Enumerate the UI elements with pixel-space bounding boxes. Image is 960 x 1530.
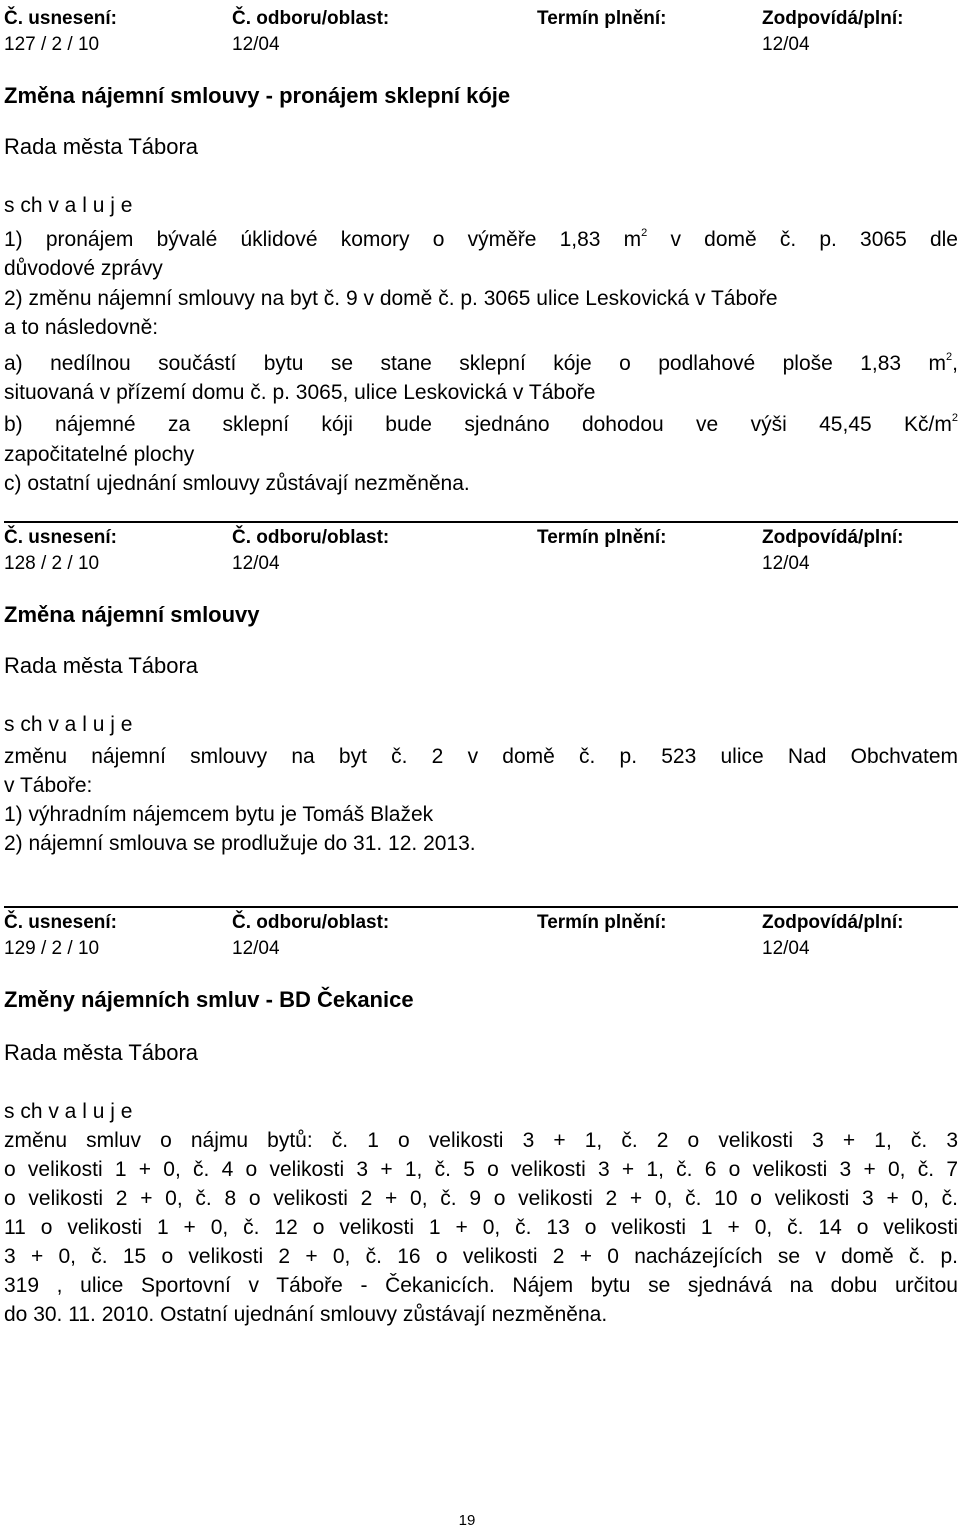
label-responsible: Zodpovídá/plní: — [762, 912, 904, 933]
responsible-code: 12/04 — [762, 553, 810, 574]
resolution-text-line: o velikosti 1 + 0, č. 4 o velikosti 3 + 1, č. 5 o velikosti 3 + 1, č. 6 o velikosti 3 + 0, č. 7 — [4, 1158, 958, 1181]
label-responsible: Zodpovídá/plní: — [762, 8, 904, 29]
resolution-text-line: b) nájemné za sklepní kóji bude sjednáno dohodou ve výši 45,45 $Kč/m^2$ — [4, 412, 958, 436]
resolution-text-line: do 30. 11. 2010. Ostatní ujednání smlouvy zůstávají nezměněna. — [4, 1303, 608, 1326]
resolution-text-line: 2) změnu nájemní smlouvy na byt č. 9 v domě č. p. 3065 ulice Leskovická v Táboře — [4, 287, 778, 310]
label-deadline: Termín plnění: — [537, 527, 667, 548]
resolution-header-values — [4, 32, 958, 58]
page-number: 19 — [458, 1512, 476, 1529]
resolution-text-line: 11 o velikosti 1 + 0, č. 12 o velikosti 1 + 0, č. 13 o velikosti 1 + 0, č. 14 o velikosti — [4, 1216, 958, 1239]
resolution-number: 128 / 2 / 10 — [4, 553, 100, 574]
label-department: Č. odboru/oblast: — [232, 527, 390, 548]
resolution-text-line: 1) výhradním nájemcem bytu je Tomáš Blažek — [4, 803, 434, 826]
responsible-code: 12/04 — [762, 938, 810, 959]
label-deadline: Termín plnění: — [537, 8, 667, 29]
resolution-header-values — [4, 551, 958, 577]
resolution-text-line: 2) nájemní smlouva se prodlužuje do 31. 12. 2013. — [4, 832, 476, 855]
resolution-title: Změny nájemních smluv - BD Čekanice — [4, 987, 414, 1012]
label-deadline: Termín plnění: — [537, 912, 667, 933]
resolution-text-line: a to následovně: — [4, 316, 159, 339]
approval-verb: s ch v a l u j e — [4, 194, 133, 217]
approval-verb: s ch v a l u j e — [4, 713, 133, 736]
council-name: Rada města Tábora — [4, 134, 199, 159]
resolution-text-line: důvodové zprávy — [4, 257, 163, 280]
resolution-header-labels — [4, 525, 958, 551]
section-divider — [4, 521, 958, 523]
resolution-header-labels — [4, 6, 958, 32]
resolution-text-line: započitatelné plochy — [4, 443, 195, 466]
resolution-header-labels — [4, 910, 958, 936]
department-code: 12/04 — [232, 938, 280, 959]
resolution-number: 127 / 2 / 10 — [4, 34, 100, 55]
section-divider — [4, 906, 958, 908]
resolution-header-values — [4, 936, 958, 962]
resolution-number: 129 / 2 / 10 — [4, 938, 100, 959]
resolution-text-line: situovaná v přízemí domu č. p. 3065, ulice Leskovická v Táboře — [4, 381, 596, 404]
resolution-text-line: změnu smluv o nájmu bytů: č. 1 o velikosti 3 + 1, č. 2 o velikosti 3 + 1, č. 3 — [4, 1129, 958, 1152]
label-resolution-no: Č. usnesení: — [4, 912, 117, 933]
resolution-title: Změna nájemní smlouvy - pronájem sklepní kóje — [4, 83, 511, 108]
label-resolution-no: Č. usnesení: — [4, 527, 117, 548]
resolution-title: Změna nájemní smlouvy — [4, 602, 260, 627]
label-responsible: Zodpovídá/plní: — [762, 527, 904, 548]
resolution-text-line: změnu nájemní smlouvy na byt č. 2 v domě č. p. 523 ulice Nad Obchvatem — [4, 745, 958, 768]
department-code: 12/04 — [232, 34, 280, 55]
resolution-text-line: 3 + 0, č. 15 o velikosti 2 + 0, č. 16 o velikosti 2 + 0 nacházejících se v domě č. p. — [4, 1245, 958, 1268]
council-name: Rada města Tábora — [4, 653, 199, 678]
label-department: Č. odboru/oblast: — [232, 912, 390, 933]
department-code: 12/04 — [232, 553, 280, 574]
label-resolution-no: Č. usnesení: — [4, 8, 117, 29]
resolution-text-line: c) ostatní ujednání smlouvy zůstávají nezměněna. — [4, 472, 470, 495]
resolution-text-line: 1) pronájem bývalé úklidové komory o výměře 1,83 $m^2$ v domě č. p. 3065 dle — [4, 227, 958, 251]
approval-verb: s ch v a l u j e — [4, 1100, 133, 1123]
responsible-code: 12/04 — [762, 34, 810, 55]
resolution-text-line: o velikosti 2 + 0, č. 8 o velikosti 2 + 0, č. 9 o velikosti 2 + 0, č. 10 o velikosti 3 + 0, č. — [4, 1187, 958, 1210]
label-department: Č. odboru/oblast: — [232, 8, 390, 29]
resolution-text-line: v Táboře: — [4, 774, 93, 797]
resolution-text-line: a) nedílnou součástí bytu se stane sklepní kóje o podlahové ploše 1,83 $m^2$, — [4, 351, 958, 375]
resolution-text-line: 319 , ulice Sportovní v Táboře - Čekanicích. Nájem bytu se sjednává na dobu určitou — [4, 1274, 958, 1297]
council-name: Rada města Tábora — [4, 1040, 199, 1065]
